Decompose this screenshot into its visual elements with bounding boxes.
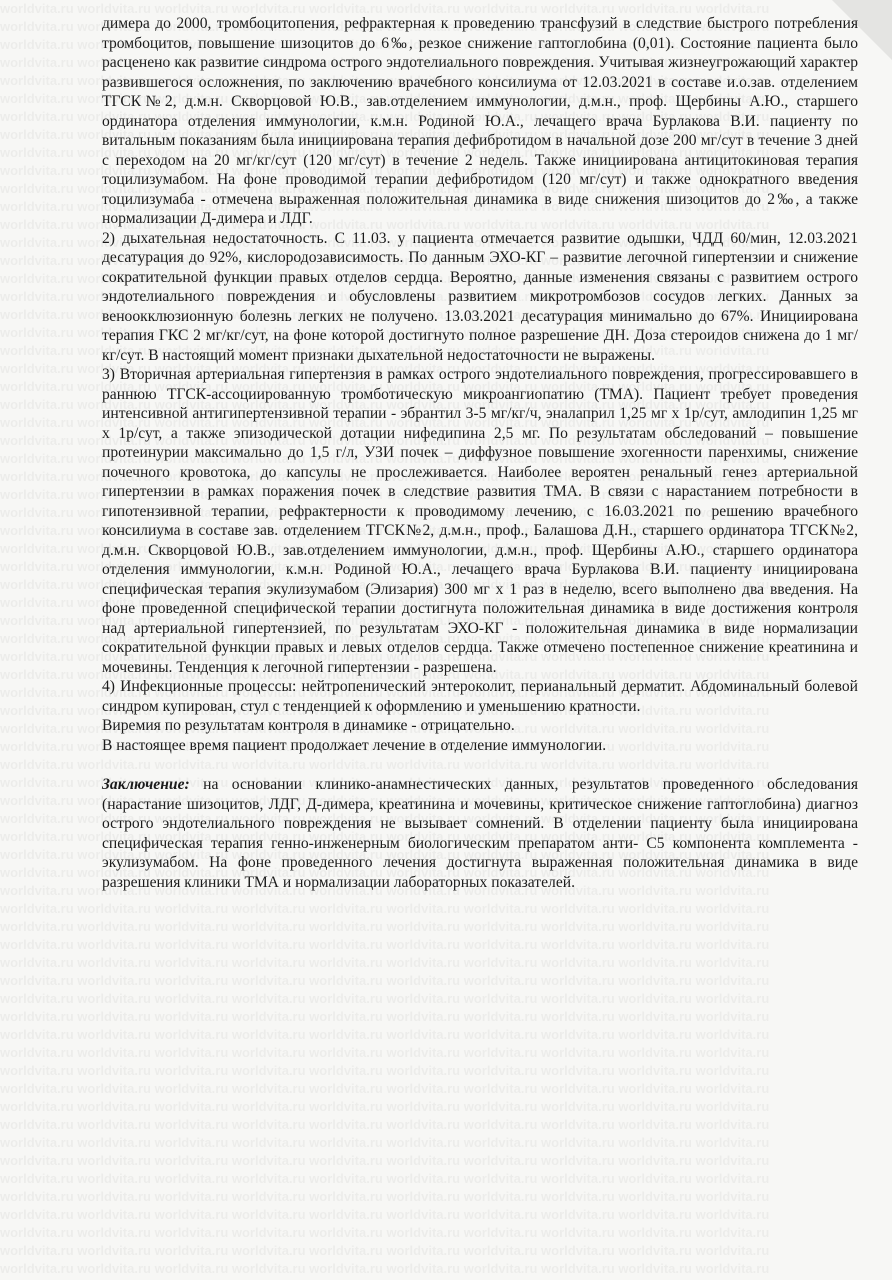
watermark-line xyxy=(0,918,892,936)
conclusion-paragraph xyxy=(102,775,858,892)
conclusion-label: Заключение: xyxy=(102,776,190,793)
watermark-line xyxy=(0,1242,892,1260)
paragraph-arterial-hypertension: 3) Вторичная артериальная гипертензия в рамках острого эндотелиального повреждения, прогрессировавшего в раннюю ТГСК-ассоциированную тромботическую микроангиопатию (ТМА). Пациент требует проведения интенсивной антигипертензивной терапии - эбрантил 3-5 мг/кг/ч, эналаприл 1,25 мг х 1р/сут, амлодипин 1,25 мг х 1р/сут, а также эпизодической дотации нифедипина 2,5 мг. По результатам обследований – повышение протеинурии максимально до 1,5 г/л, УЗИ почек – диффузное повышение эхогенности паренхимы, снижение почечного кровотока, до капсулы не прослеживается. Наиболее вероятен ренальный генез артериальной гипертензии в рамках поражения почек в следствие развития ТМА. В связи с нарастанием потребности в гипотензивной терапии, рефрактерности к проводимому лечению, с 16.03.2021 по решению врачебного консилиума в составе зав. отделением ТГСК№2, д.м.н., проф., Балашова Д.Н., старшего ординатора ТГСК№2, д.м.н. Скворцовой Ю.В., зав.отделением иммунологии, д.м.н., проф. Щербины А.Ю., старшего ординатора отделения иммунологии, к.м.н. Родиной Ю.А., лечащего врача Бурлакова В.И. пациенту инициирована специфическая терапия экулизумабом (Элизария) 300 мг х 1 раз в неделю, всего выполнено два введения. На фоне проведенной специфической терапии достигнута положительная динамика в виде достижения контроля над артериальной гипертензией, по результатам ЭХО-КГ - положительная динамика в виде нормализации сократительной функции правых и левых отделов сердца. Также отмечено постепенное снижение креатинина и мочевины. Тенденция к легочной гипертензии - разрешена. xyxy=(102,366,858,676)
watermark-line xyxy=(0,1206,892,1224)
conclusion-text: на основании клинико-анамнестических данных, результатов проведенного обследования (нарастание шизоцитов, ЛДГ, Д-димера, креатинина и мочевины, критическое снижение гаптоглобина) диагноз острого эндотелиального повреждения не вызывает сомнений. В отделении пациенту была инициирована специфическая терапия генно-инженерным биологическим препаратом анти- С5 компонента комплемента - экулизумабом. На фоне проведенного лечения достигнута выраженная положительная динамика в виде разрешения клиники ТМА и нормализации лабораторных показателей. xyxy=(102,776,858,891)
watermark-line xyxy=(0,1152,892,1170)
document-page xyxy=(102,14,858,892)
paragraph-hemostasis: димера до 2000, тромбоцитопения, рефрактерная к проведению трансфузий в следствие быстрого потребления тромбоцитов, повышение шизоцитов до 6‰, резкое снижение гаптоглобина (0,01). Состояние пациента было расценено как развитие синдрома острого эндотелиального повреждения. Учитывая жизнеугрожающий характер развившегося осложнения, по заключению врачебного консилиума от 12.03.2021 в составе и.о.зав. отделением ТГСК№2, д.м.н. Скворцовой Ю.В., зав.отделением иммунологии, д.м.н., проф. Щербины А.Ю., старшего ординатора отделения иммунологии, к.м.н. Родиной Ю.А., лечащего врача Бурлакова В.И. пациенту по витальным показаниям была инициирована терапия дефибротидом в начальной дозе 200 мг/сут в течение 3 дней с переходом на 20 мг/кг/сут (120 мг/сут) в течение 2 недель. Также инициирована антицитокиновая терапия тоцилизумабом. На фоне проводимой терапии дефибротидом (120 мг/сут) и также однократного введения тоцилизумаба - отмечена выраженная положительная динамика в виде снижения шизоцитов до 2‰, а также нормализации Д-димера и ЛДГ. xyxy=(102,15,858,227)
watermark-line xyxy=(0,1260,892,1278)
watermark-line xyxy=(0,1008,892,1026)
watermark-line xyxy=(0,972,892,990)
watermark-line xyxy=(0,936,892,954)
watermark-line xyxy=(0,1044,892,1062)
watermark-line xyxy=(0,954,892,972)
watermark-line xyxy=(0,1080,892,1098)
watermark-line xyxy=(0,1224,892,1242)
paragraph-respiratory-failure: 2) дыхательная недостаточность. С 11.03. у пациента отмечается развитие одышки, ЧДД 60/мин, 12.03.2021 десатурация до 92%, кислородозависимость. По данным ЭХО-КГ – развитие легочной гипертензии и снижение сократительной функции правых отделов сердца. Вероятно, данные изменения связаны с развитием острого эндотелиального повреждения и обусловлены развитием микротромбозов сосудов легких. Данных за веноокклюзионную болезнь легких не получено. 13.03.2021 десатурация минимально до 67%. Инициирована терапия ГКС 2 мг/кг/сут, на фоне которой достигнуто полное разрешение ДН. Доза стероидов снижена до 1 мг/кг/сут. В настоящий момент признаки дыхательной недостаточности не выражены. xyxy=(102,229,858,364)
watermark-line xyxy=(0,1170,892,1188)
section-spacer xyxy=(102,755,858,775)
watermark-line xyxy=(0,1116,892,1134)
watermark-line xyxy=(0,1098,892,1116)
paragraph-viremia: Виремия по результатам контроля в динамике - отрицательно. xyxy=(102,717,515,734)
watermark-line xyxy=(0,1062,892,1080)
paragraph-infections: 4) Инфекционные процессы: нейтропенический энтероколит, перианальный дерматит. Абдоминальный болевой синдром купирован, стул с тенденцией к оформлению и уменьшению кратности. xyxy=(102,678,858,715)
watermark-line xyxy=(0,900,892,918)
watermark-line xyxy=(0,1188,892,1206)
watermark-line xyxy=(0,990,892,1008)
watermark-line xyxy=(0,1134,892,1152)
watermark-line xyxy=(0,1026,892,1044)
paragraph-current-status: В настоящее время пациент продолжает лечение в отделение иммунологии. xyxy=(102,736,607,754)
